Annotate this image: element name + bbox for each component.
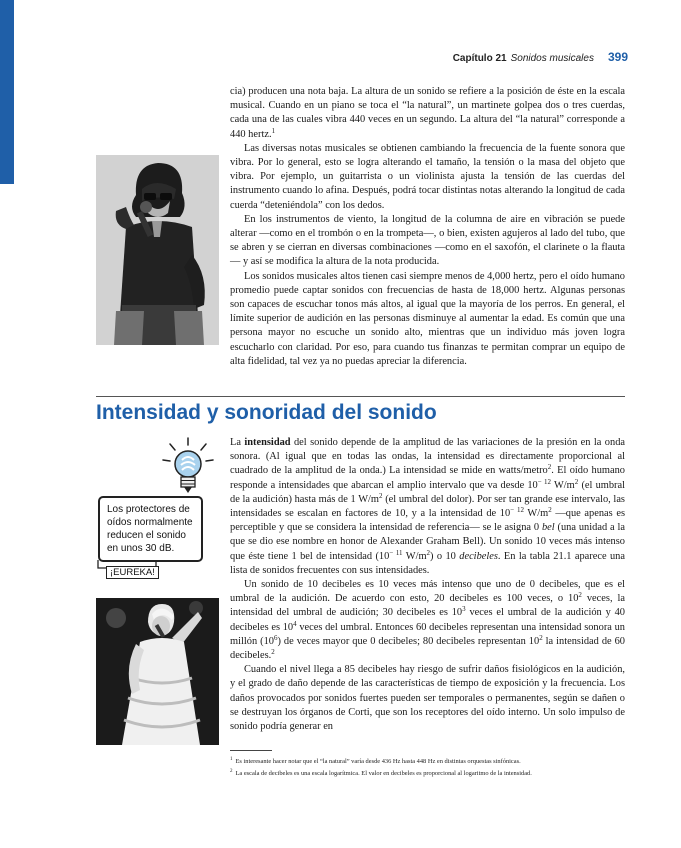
performer-photo bbox=[96, 598, 219, 745]
light-bulb-icon bbox=[160, 436, 216, 498]
term-intensidad: intensidad bbox=[244, 437, 291, 448]
term-bel: bel bbox=[541, 522, 555, 534]
paragraph: cia) producen una nota baja. La altura de un sonido se refiere a la posición de éste en la escala musical. Cuando en un piano se toca el “la natural”, un martinete golpea dos o tres cuerdas, cada una de las cuales vibra 440 veces en un segundo. La altura del “la natural” corresponde a 440 hertz.$^1$ bbox=[230, 86, 625, 140]
paragraph: En los instrumentos de viento, la longitud de la columna de aire en vibración se puede alterar —como en el trombón o en la trompeta—, o bien, existen agujeros al lado del tubo, que se abren y se cierran en diversas combinaciones —como en el saxofón, el clarinete o la flauta— y así se modifica la altura de la nota producida. bbox=[230, 213, 625, 268]
chapter-edge-marker bbox=[0, 0, 14, 184]
page-number: 399 bbox=[607, 50, 628, 64]
tip-box: Los protectores de oídos normalmente reducen el sonido en unos 30 dB. bbox=[98, 496, 203, 562]
paragraph: Un sonido de 10 decibeles es 10 veces más intenso que uno de 0 decibeles, que es el umbral de la audición. De acuerdo con esto, 20 decibeles es 100 veces, o $10^2$ veces, la intensidad del umbral de audición; 30 decibeles es $10^3$ veces el umbral de la audición y 40 decibeles es $10^4$ veces del umbral. Entonces 60 decibeles representan una intensidad sonora un millón $(10^6)$ de veces mayor que 0 decibeles; 80 decibeles representan $10^2$ la intensidad de 60 decibeles.$^2$ bbox=[230, 579, 625, 662]
footnote-ref: 2 bbox=[271, 648, 275, 657]
paragraph: Cuando el nivel llega a 85 decibeles hay riesgo de sufrir daños fisiológicos en la audición, y el grado de daño depende de las características de tiempo de exposición y la frecuencia. Los daños provocados por sonidos fuertes pueden ser temporales o permanentes, según se dañen o se destruyan los órganos de Corti, que son los receptores del oído interno. Un solo impulso de sonido podría generar en bbox=[230, 664, 625, 733]
footnotes bbox=[230, 756, 625, 780]
section-divider bbox=[96, 396, 625, 397]
paragraph: Los sonidos musicales altos tienen casi siempre menos de 4,000 hertz, pero el oído humano promedio puede captar sonidos con frecuencias de hasta de 18,000 hertz. Algunas personas son capaces de escuchar tonos más altos, al igual que la mayoría de los perros. En general, el límite superior de audición en las personas disminuye al aumentar la edad. Es común que una persona mayor no escuche un sonido alto, mientras que un individuo más joven logra escucharlo con claridad. Por eso, para cuando tus finanzas te permitan comprar un equipo de alta fidelidad, tal vez ya no puedas apreciar la diferencia. bbox=[230, 270, 625, 367]
top-text-column bbox=[230, 85, 625, 369]
singer-photo bbox=[96, 155, 219, 345]
term-decibeles: decibeles bbox=[459, 550, 498, 562]
eureka-label: ¡EUREKA! bbox=[106, 566, 159, 579]
footnote-divider bbox=[230, 750, 272, 751]
paragraph: Las diversas notas musicales se obtienen cambiando la frecuencia de la fuente sonora que vibra. Por lo general, esto se logra alterando el tamaño, la tensión o la masa del objeto que vibra. Por ejemplo, un guitarrista o un violinista ajusta la tensión de las cuerdas del instrumento cuando lo afina. Después, podrá tocar distintas notas alterando la longitud de cada cuerda “deteniéndola” con los dedos. bbox=[230, 142, 625, 211]
footnote: $^2$ La escala de decibeles es una escala logarítmica. El valor en decibeles es proporcional al logaritmo de la intensidad. bbox=[230, 769, 532, 777]
paragraph: La intensidad del sonido depende de la amplitud de las variaciones de la presión en la onda sonora. (Al igual que en todas las ondas, la intensidad es directamente proporcional al cuadrado de la amplitud de la onda.) La intensidad se mide en watts/metro$^2$. El oído humano responde a intensidades que abarcan el amplio intervalo que va desde $10^{- 12}$ $W/m^2$ (el umbral de la audición) hasta más de 1 $W/m^2$ (el umbral del dolor). Por ser tan grande ese intervalo, las intensidades se escalan en factores de 10, y a la intensidad de $10^{- 12}$ $W/m^2$ —que apenas es perceptible y que se considera la intensidad de referencia— se le asigna 0 bel (una unidad a la que se dio ese nombre en honor de Alexander Graham Bell). Un sonido 10 veces más intenso que éste tiene 1 bel de intensidad ($10^{- 11}$ $W/m^2$) o 10 decibeles. En la tabla 21.1 aparece una lista de sonidos frecuentes con sus intensidades. bbox=[230, 437, 626, 576]
section-title: Intensidad y sonoridad del sonido bbox=[96, 401, 437, 424]
running-header bbox=[380, 50, 628, 66]
chapter-title: Sonidos musicales bbox=[510, 53, 594, 64]
chapter-label: Capítulo 21 bbox=[452, 53, 507, 64]
body-text-column bbox=[230, 436, 625, 734]
footnote-ref: 1 bbox=[271, 126, 276, 135]
footnote: $^1$ Es interesante hacer notar que el “la natural” varía desde 436 Hz hasta 448 Hz en distintas orquestas sinfónicas. bbox=[230, 757, 521, 765]
